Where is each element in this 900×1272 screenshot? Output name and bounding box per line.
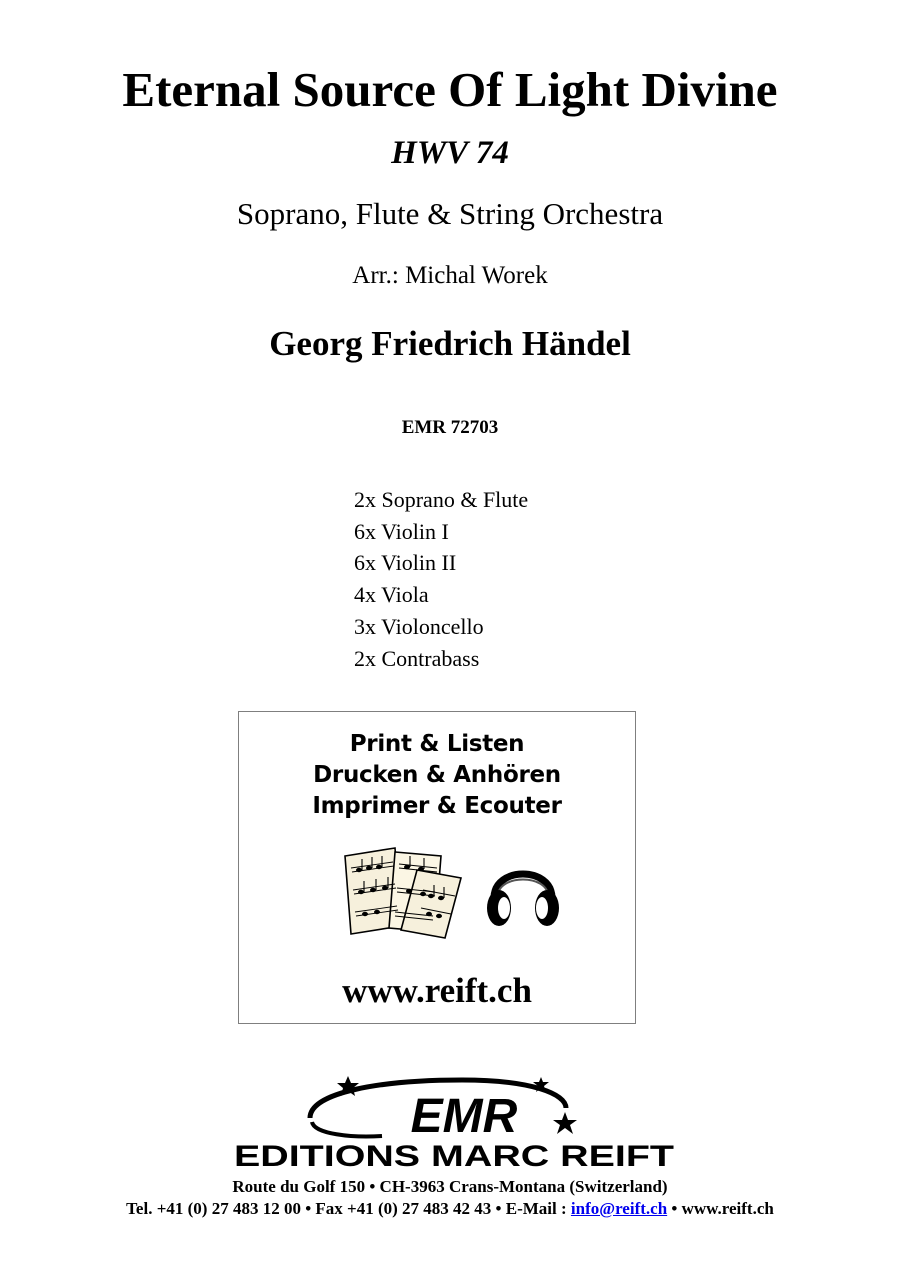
composer-name: Georg Friedrich Händel: [269, 324, 631, 363]
part-item: 3x Violoncello: [354, 613, 484, 639]
catalog-subtitle: HWV 74: [391, 135, 509, 171]
part-item: 4x Viola: [354, 582, 429, 608]
instrumentation-text: Soprano, Flute & String Orchestra: [236, 196, 664, 231]
catalog-number: EMR 72703: [401, 417, 499, 438]
page-title: Eternal Source Of Light Divine: [122, 62, 778, 117]
headphones-icon: [484, 852, 562, 932]
part-item: 2x Contrabass: [354, 645, 480, 671]
promo-website[interactable]: www.reift.ch: [342, 971, 532, 1010]
print-listen-box: [238, 711, 636, 1024]
arranger-text: Arr.: Michal Worek: [352, 262, 548, 289]
parts-list: [354, 484, 528, 674]
publisher-address: Route du Golf 150 • CH-3963 Crans-Montana (Switzerland): [232, 1177, 668, 1196]
promo-line-german: Drucken & Anhören: [313, 762, 561, 788]
contact-phone-fax: Tel. +41 (0) 27 483 12 00 • Fax +41 (0) 27 483 42 43 • E-Mail :: [126, 1199, 571, 1218]
promo-line-french: Imprimer & Ecouter: [312, 793, 562, 819]
sheet-music-icon: [337, 844, 467, 939]
logo-publisher-name: EDITIONS MARC REIFT: [234, 1140, 674, 1172]
email-link[interactable]: info@reift.ch: [570, 1199, 668, 1218]
promo-line-english: Print & Listen: [349, 731, 525, 757]
contact-website: • www.reift.ch: [667, 1199, 774, 1218]
part-item: 6x Violin II: [354, 550, 457, 576]
part-item: 2x Soprano & Flute: [354, 487, 529, 512]
part-item: 6x Violin I: [354, 518, 449, 544]
publisher-contact: [0, 1198, 900, 1220]
logo-emr-text: EMR: [410, 1090, 518, 1143]
emr-publisher-logo: [232, 1072, 676, 1172]
